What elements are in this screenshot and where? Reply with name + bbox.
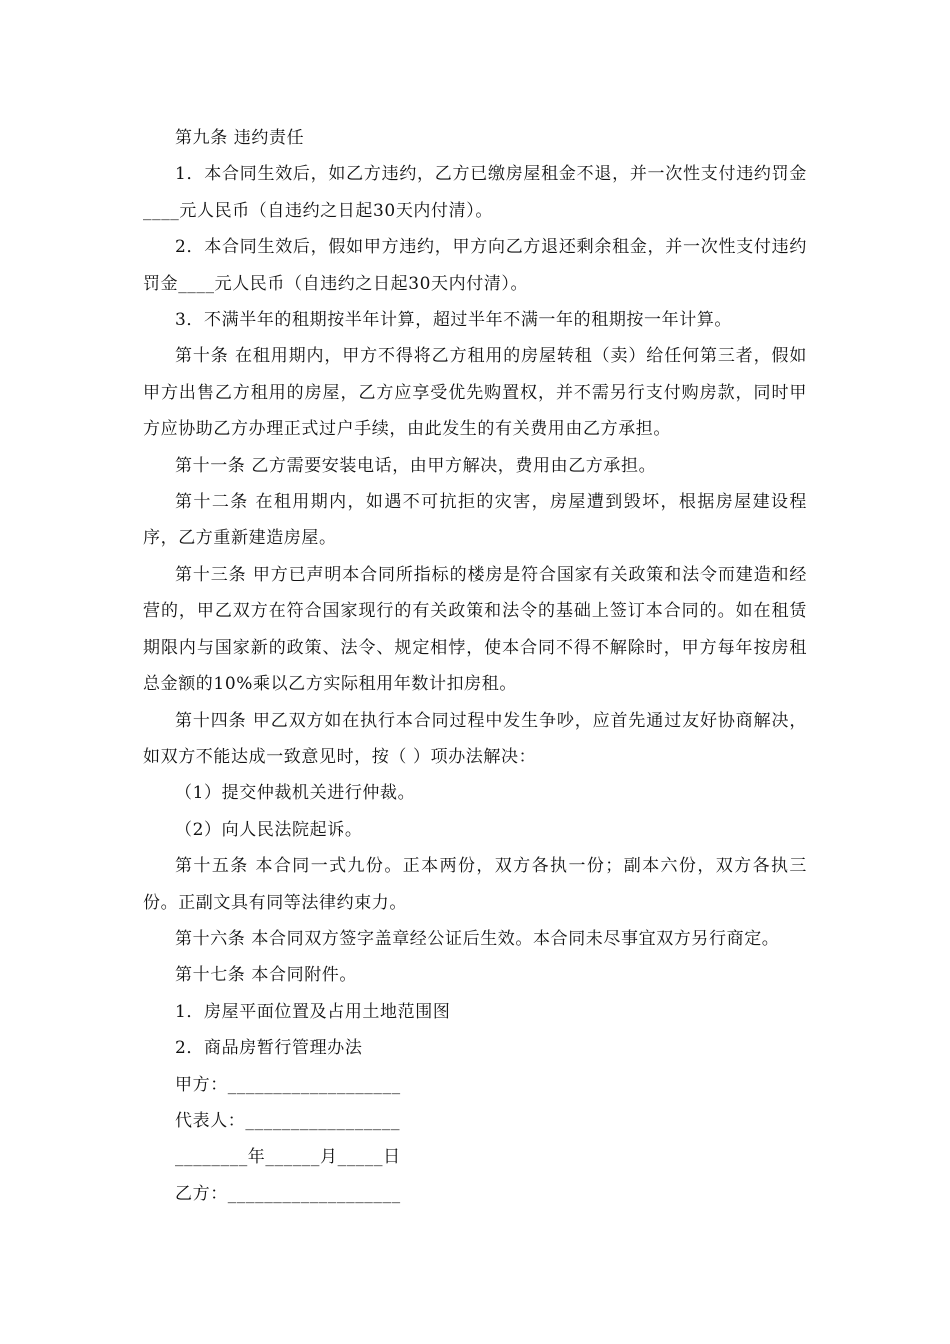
article-13: 第十三条 甲方已声明本合同所指标的楼房是符合国家有关政策和法令而建造和经营的，甲乙双方在符合国家现行的有关政策和法令的基础上签订本合同的。如在租赁期限内与国家新的政策、法令、规定相悖，使本合同不得不解除时，甲方每年按房租总金额的10%乘以乙方实际租用年数计扣房租。 xyxy=(143,564,807,695)
clause-9-2: 2．本合同生效后，假如甲方违约，甲方向乙方退还剩余租金，并一次性支付违约罚金____元人民币（自违约之日起30天内付清）。 xyxy=(143,237,807,294)
attachment-1: 1．房屋平面位置及占用土地范围图 xyxy=(175,1001,451,1022)
party-b-signature-line: 乙方：___________________ xyxy=(175,1183,401,1204)
article-10: 第十条 在租用期内，甲方不得将乙方租用的房屋转租（卖）给任何第三者，假如甲方出售乙方租用的房屋，乙方应享受优先购置权，并不需另行支付购房款，同时甲方应协助乙方办理正式过户手续，由此发生的有关费用由乙方承担。 xyxy=(143,346,807,440)
article-16: 第十六条 本合同双方签字盖章经公证后生效。本合同未尽事宜双方另行商定。 xyxy=(175,928,780,949)
clause-9-1: 1．本合同生效后，如乙方违约，乙方已缴房屋租金不退，并一次性支付违约罚金____元人民币（自违约之日起30天内付清）。 xyxy=(143,164,807,221)
article-11: 第十一条 乙方需要安装电话，由甲方解决，费用由乙方承担。 xyxy=(175,455,657,476)
clause-9-3: 3．不满半年的租期按半年计算，超过半年不满一年的租期按一年计算。 xyxy=(175,310,733,331)
contract-body xyxy=(143,120,807,1212)
party-a-signature-line: 甲方：___________________ xyxy=(175,1074,401,1095)
article-15: 第十五条 本合同一式九份。正本两份，双方各执一份；副本六份，双方各执三份。正副文具有同等法律约束力。 xyxy=(143,856,807,913)
representative-signature-line: 代表人：_________________ xyxy=(175,1110,401,1131)
article-14-option-1: （1）提交仲裁机关进行仲裁。 xyxy=(175,783,416,804)
article-14: 第十四条 甲乙双方如在执行本合同过程中发生争吵，应首先通过友好协商解决，如双方不能达成一致意见时，按（ ）项办法解决： xyxy=(143,710,807,767)
article-17: 第十七条 本合同附件。 xyxy=(175,965,358,986)
article-9-heading: 第九条 违约责任 xyxy=(175,128,305,148)
signing-date-line: ________年______月_____日 xyxy=(175,1147,401,1168)
article-14-option-2: （2）向人民法院起诉。 xyxy=(175,819,363,840)
attachment-2: 2．商品房暂行管理办法 xyxy=(175,1038,363,1059)
article-12: 第十二条 在租用期内，如遇不可抗拒的灾害，房屋遭到毁坏，根据房屋建设程序，乙方重新建造房屋。 xyxy=(143,492,807,549)
